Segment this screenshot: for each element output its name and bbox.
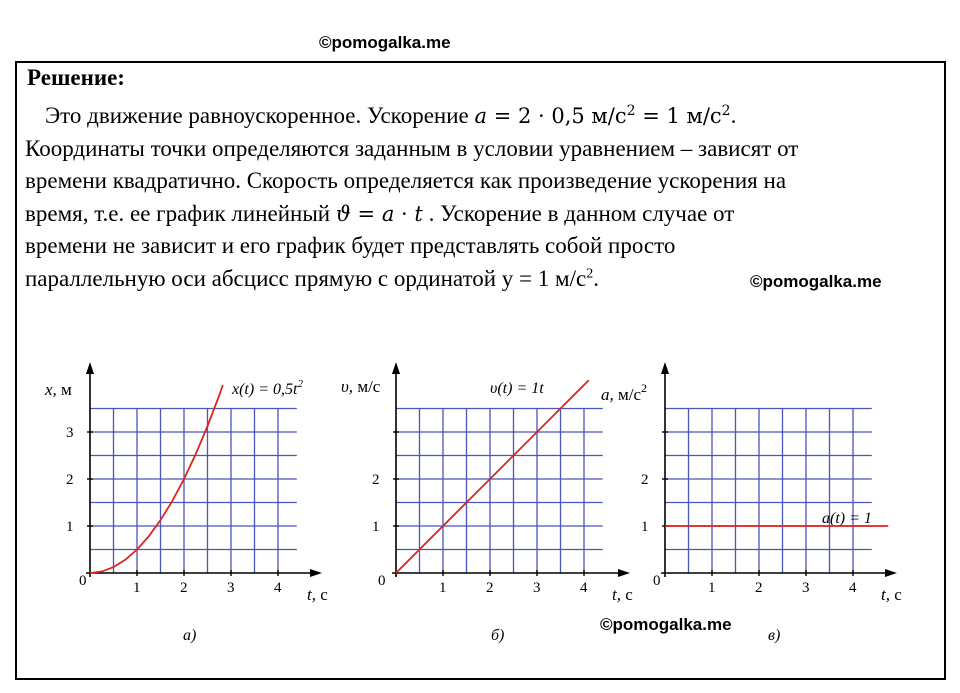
function-label [490, 380, 544, 397]
watermark-bottom: ©pomogalka.me [600, 615, 732, 634]
y-axis-arrow [392, 362, 400, 374]
x-tick-label: 1 [439, 580, 447, 596]
y-tick-label: 1 [641, 519, 649, 535]
chart-1 [44, 362, 328, 644]
function-label-main: a(t) = 1 [822, 510, 872, 527]
x-axis-unit: с [894, 585, 902, 604]
x-tick-label: 2 [180, 580, 188, 596]
function-label-main: υ(t) = 1t [490, 380, 544, 397]
x-axis-var: t, [612, 585, 626, 604]
y-axis-arrow [661, 362, 669, 374]
y-axis-unit: м [61, 380, 72, 399]
x-axis-unit: с [320, 585, 328, 604]
function-label-main: x(t) = 0,5t [232, 381, 298, 398]
text-line-1: Это движение равноускоренное. Ускорение a = 2 · 0,5 $м/с^2 = 1$ $м/с^2$. [45, 103, 737, 128]
origin-label: 0 [378, 573, 386, 589]
y-axis-label [601, 381, 647, 404]
x-axis-unit: с [625, 585, 633, 604]
velocity-formula: ϑ = a · t [335, 201, 423, 226]
y-axis-label [44, 380, 72, 399]
chart-caption: в) [768, 627, 781, 644]
x-axis-label [612, 585, 633, 604]
y-axis-var: x, [45, 380, 62, 399]
text-line-4: время, т.е. ее график линейный ϑ = a · t . Ускорение в данном случае от [25, 200, 735, 226]
function-label [822, 510, 872, 527]
y-axis-arrow [86, 362, 94, 374]
x-axis-arrow [885, 569, 897, 577]
x-axis-arrow [618, 569, 630, 577]
text-line-3: времени квадратично. Скорость определяется как произведение ускорения на [25, 168, 787, 193]
y-axis-var: υ, [341, 377, 358, 396]
origin-label: 0 [653, 573, 661, 589]
x-tick-label: 2 [486, 580, 494, 596]
text-line-5: времени не зависит и его график будет представлять собой просто [25, 233, 676, 258]
series-line [396, 380, 589, 573]
origin-label: 0 [79, 573, 87, 589]
text-line-2: Координаты точки определяются заданным в условии уравнением – зависят от [25, 135, 799, 161]
x-axis-var: t, [307, 585, 321, 604]
y-axis-unit: м/с [357, 377, 381, 396]
x-axis-label [307, 585, 328, 604]
y-tick-label: 2 [66, 472, 74, 488]
x-tick-label: 1 [133, 580, 141, 596]
line1-text: Это движение равноускоренное. Ускорение [45, 103, 475, 128]
x-tick-label: 4 [274, 580, 282, 596]
function-label-exp: 2 [297, 378, 303, 390]
x-tick-label: 4 [849, 580, 857, 596]
x-axis-var: t, [881, 585, 895, 604]
x-tick-label: 1 [708, 580, 716, 596]
x-tick-label: 3 [227, 580, 235, 596]
y-tick-label: 2 [372, 472, 380, 488]
acceleration-formula: a = 2 · 0,5 $м/с^2 = 1$ $м/с^2$ [474, 103, 731, 128]
x-tick-label: 2 [755, 580, 763, 596]
y-axis-label [341, 377, 381, 396]
y-axis-unit-exp: 2 [641, 381, 648, 395]
x-axis-arrow [310, 569, 322, 577]
x-tick-label: 3 [533, 580, 541, 596]
chart-caption: а) [183, 627, 197, 644]
y-tick-label: 1 [66, 519, 74, 535]
chart-caption: б) [491, 627, 505, 644]
chart-3 [601, 362, 902, 644]
y-tick-label: 3 [66, 425, 74, 441]
solution-title: Решение: [27, 65, 125, 90]
y-axis-unit: м/с [618, 385, 642, 404]
function-label [231, 378, 303, 398]
y-tick-label: 1 [372, 519, 380, 535]
y-axis-var: a, [601, 385, 618, 404]
y-tick-label: 2 [641, 472, 649, 488]
watermark-right: ©pomogalka.me [750, 272, 882, 291]
x-tick-label: 4 [580, 580, 588, 596]
text-line-6: параллельную оси абсцисс прямую с ординатой y = 1 $м/с^2$. [25, 265, 599, 291]
x-axis-label [881, 585, 902, 604]
chart-2 [341, 362, 633, 644]
watermark-top: ©pomogalka.me [319, 33, 451, 52]
x-tick-label: 3 [802, 580, 810, 596]
